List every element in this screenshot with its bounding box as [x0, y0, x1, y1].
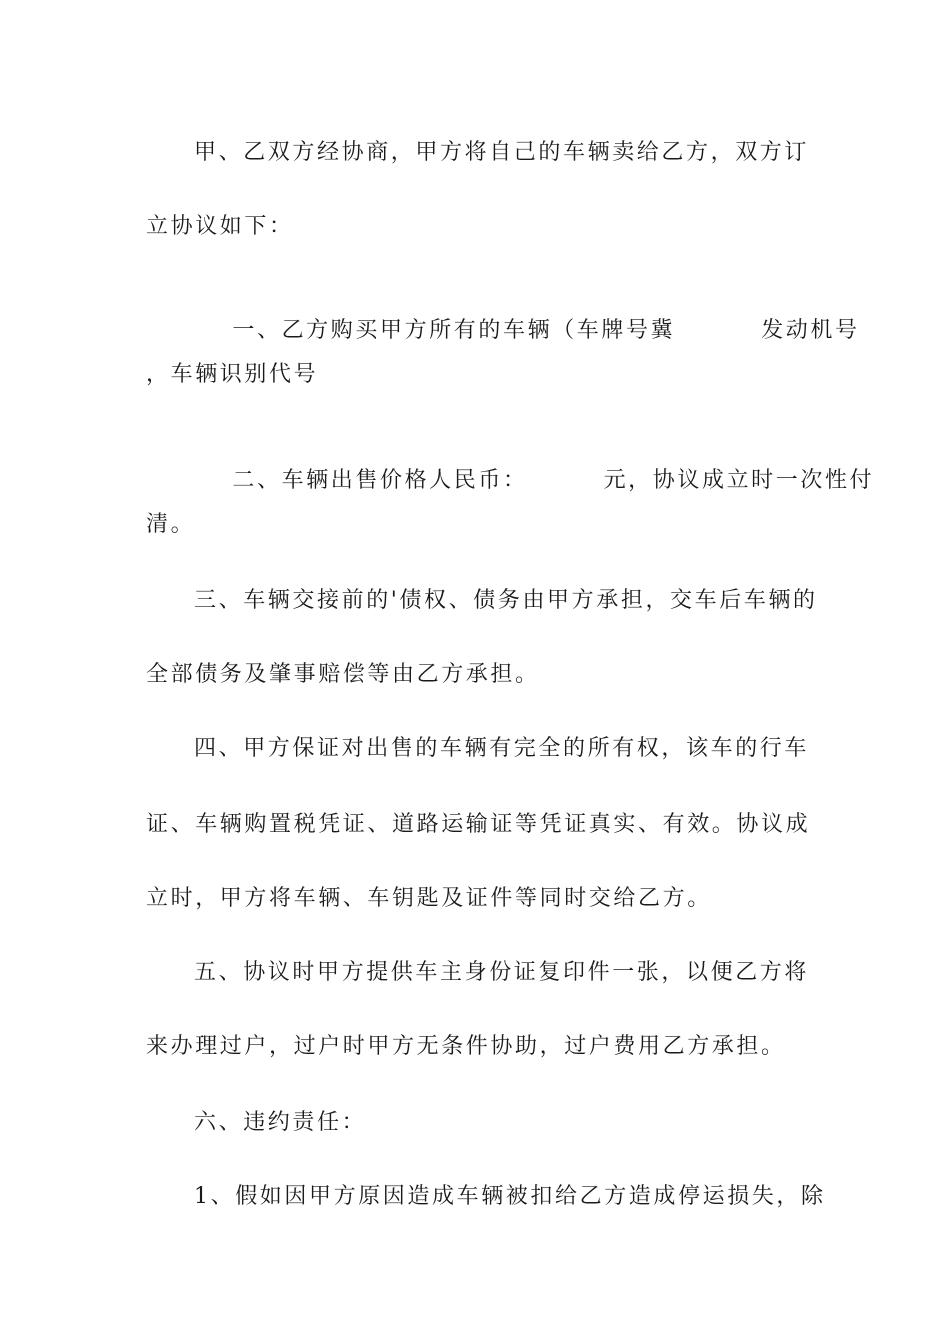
clause-4-line-1: 四、甲方保证对出售的车辆有完全的所有权，该车的行车	[194, 736, 810, 761]
clause-1-line-1	[194, 286, 860, 343]
paragraph-intro-line-2: 立协议如下：	[146, 214, 294, 239]
clause-6-heading: 六、违约责任：	[194, 1110, 367, 1135]
clause-2-line-1	[194, 436, 875, 493]
clause-2-line-2: 清。	[146, 512, 196, 537]
clause-6-item-1-line-1: 1、假如因甲方原因造成车辆被扣给乙方造成停运损失，除	[194, 1184, 826, 1209]
clause-2-text-b: 元，协议成立时一次性付	[603, 468, 875, 493]
clause-4-line-3: 立时，甲方将车辆、车钥匙及证件等同时交给乙方。	[146, 886, 712, 911]
clause-5-line-1: 五、协议时甲方提供车主身份证复印件一张，以便乙方将	[194, 960, 810, 985]
clause-4-line-2: 证、车辆购置税凭证、道路运输证等凭证真实、有效。协议成	[146, 812, 811, 837]
clause-3-line-1: 三、车辆交接前的'债权、债务由甲方承担，交车后车辆的	[194, 588, 818, 613]
clause-3-line-2: 全部债务及肇事赔偿等由乙方承担。	[146, 662, 540, 687]
clause-1-text-a: 一、乙方购买甲方所有的车辆（车牌号冀	[232, 318, 676, 343]
clause-5-line-2: 来办理过户，过户时甲方无条件协助，过户费用乙方承担。	[146, 1034, 786, 1059]
clause-2-text-a: 二、车辆出售价格人民币：	[232, 468, 528, 493]
clause-1-text-b: 发动机号	[761, 318, 860, 343]
clause-1-line-2: ，车辆识别代号	[146, 362, 319, 387]
paragraph-intro-line-1: 甲、乙双方经协商，甲方将自己的车辆卖给乙方，双方订	[194, 140, 810, 165]
